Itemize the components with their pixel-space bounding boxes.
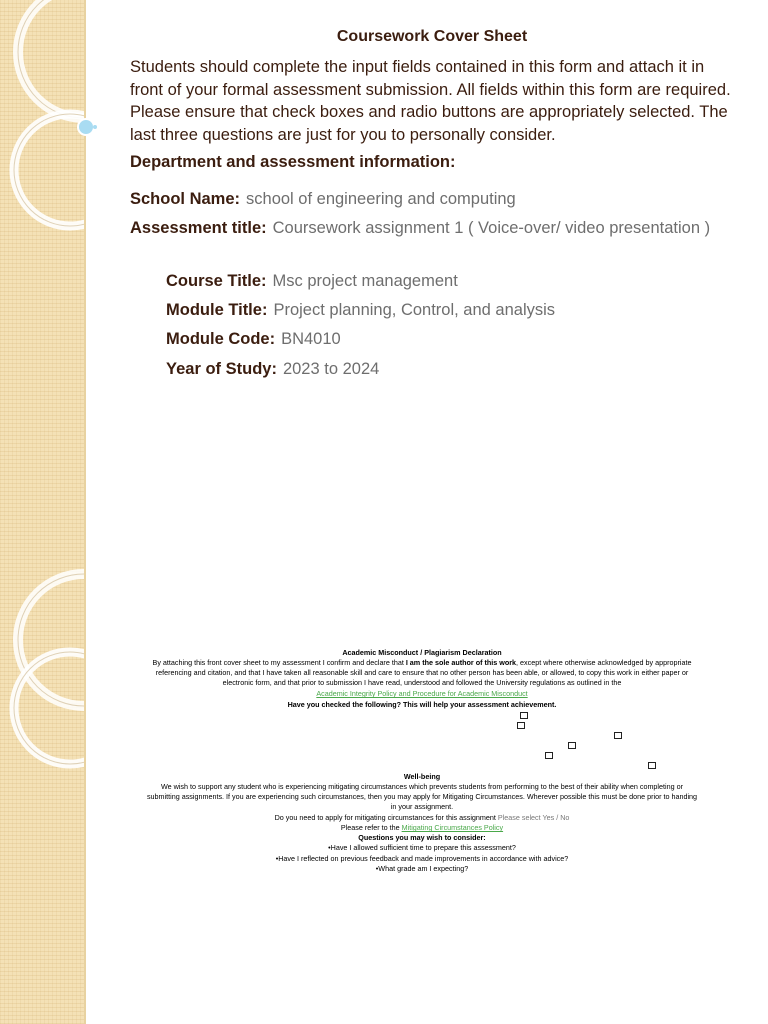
bubble-decoration-icon [74, 115, 100, 141]
module-code-field [166, 328, 341, 350]
yes-no-select[interactable]: Please select Yes / No [497, 813, 570, 822]
checklist-checkbox-5[interactable] [545, 752, 553, 759]
declaration-heading: Academic Misconduct / Plagiarism Declaration [342, 648, 502, 657]
declaration-text: By attaching this front cover sheet to my assessment I confirm and declare that I am the sole author of this work, except where otherwise acknowledged by appropriate referencing and citation, and that I have taken all reasonable skill and care to ensure that no other person has been able, or allowed, to copy this work in either paper or electronic form, and that prior to submission I have read, understood and followed the University regulations as outlined in the [152, 658, 692, 688]
checked-question: Have you checked the following? This will help your assessment achievement. [287, 700, 557, 709]
checklist-checkbox-1[interactable] [520, 712, 528, 719]
refer-row: Please refer to the Mitigating Circumstances Policy [340, 823, 504, 832]
page-title: Coursework Cover Sheet [336, 28, 528, 45]
checklist-checkbox-4[interactable] [568, 742, 576, 749]
intro-paragraph: Students should complete the input fields contained in this form and attach it in front of your formal assessment submission. All fields within this form are required. Please ensure that check boxes and radio buttons are appropriately selected. The last three questions are just for you to personally consider. [130, 58, 731, 144]
year-of-study-value[interactable]: 2023 to 2024 [282, 360, 380, 378]
decorative-sidebar [0, 0, 86, 1024]
module-title-label: Module Title: [166, 301, 268, 319]
year-of-study-label: Year of Study: [166, 360, 277, 378]
year-of-study-field [166, 358, 379, 380]
question-item: •Have I allowed sufficient time to prepare this assessment? [328, 843, 516, 852]
checklist-checkbox-3[interactable] [614, 732, 622, 739]
mitigating-question: Do you need to apply for mitigating circumstances for this assignment Please select Yes / No [274, 813, 570, 822]
module-title-value[interactable]: Project planning, Control, and analysis [273, 301, 556, 319]
mitigating-policy-link[interactable]: Mitigating Circumstances Policy [401, 823, 504, 832]
school-name-field [130, 188, 740, 210]
assessment-title-value[interactable]: Coursework assignment 1 ( Voice-over/ video presentation ) [272, 219, 711, 237]
question-item: •What grade am I expecting? [375, 864, 469, 873]
question-item: •Have I reflected on previous feedback and made improvements in accordance with advice? [275, 854, 569, 863]
wellbeing-text: We wish to support any student who is experiencing mitigating circumstances which prevents students from performing to the best of their ability when completing or submitting assignments. If you are experiencing such circumstances, then you may apply for Mitigating Circumstances. Wherever possible this must be done prior to handing in your assignment. [146, 782, 698, 812]
wellbeing-heading: Well-being [403, 772, 441, 781]
module-code-value[interactable]: BN4010 [281, 330, 341, 348]
checklist-checkbox-2[interactable] [517, 722, 525, 729]
checklist-checkbox-6[interactable] [648, 762, 656, 769]
school-name-value[interactable]: school of engineering and computing [246, 190, 516, 208]
module-code-label: Module Code: [166, 330, 276, 348]
section-heading: Department and assessment information: [130, 153, 456, 171]
module-title-field [166, 299, 555, 321]
school-name-label: School Name: [130, 190, 241, 208]
questions-heading: Questions you may wish to consider: [358, 833, 486, 842]
course-title-field [166, 270, 458, 292]
academic-integrity-link[interactable]: Academic Integrity Policy and Procedure for Academic Misconduct [316, 689, 528, 698]
course-title-label: Course Title: [166, 272, 267, 290]
assessment-title-field [130, 217, 740, 239]
course-title-value[interactable]: Msc project management [272, 272, 458, 290]
assessment-title-label: Assessment title: [130, 219, 267, 237]
academic-integrity-link-row [146, 689, 698, 699]
